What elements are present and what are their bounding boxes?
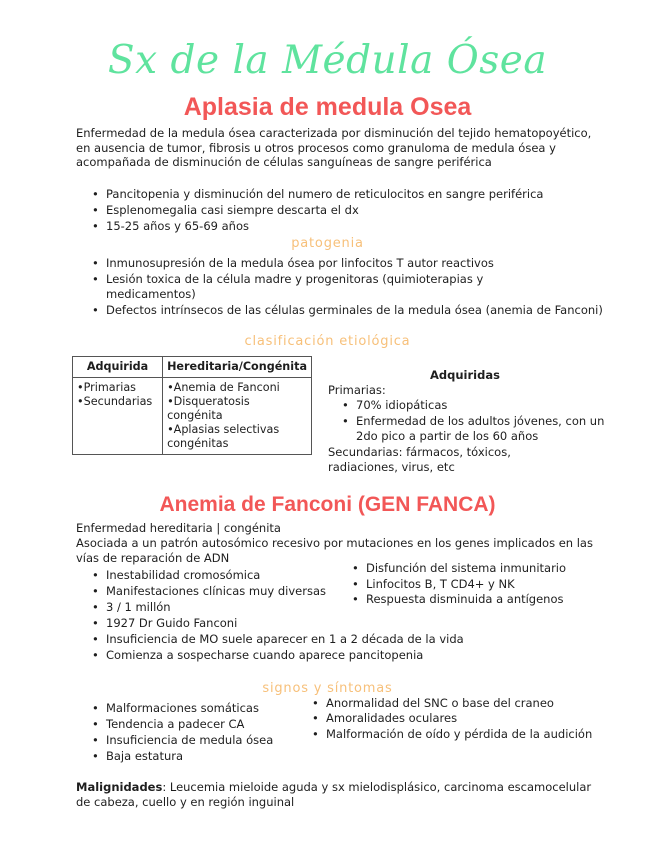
list-item: • Amoralidades oculares bbox=[312, 711, 616, 726]
malignidades-label: Malignidades bbox=[76, 780, 163, 794]
list-item: • 15-25 años y 65-69 años bbox=[92, 219, 626, 234]
table-header-hereditaria: Hereditaria/Congénita bbox=[163, 357, 312, 378]
list-item: • Inmunosupresión de la medula ósea por linfocitos T autor reactivos bbox=[92, 256, 621, 271]
list-item: • Baja estatura bbox=[92, 749, 316, 764]
list-item: • Respuesta disminuida a antígenos bbox=[352, 592, 616, 607]
table-cell-adquirida bbox=[73, 378, 163, 455]
list-item: • Pancitopenia y disminución del numero de reticulocitos en sangre periférica bbox=[92, 187, 626, 202]
clasificacion-table bbox=[72, 356, 312, 455]
table-cell-item: •Aplasias selectivas congénitas bbox=[167, 423, 280, 450]
list-item: • 70% idiopáticas bbox=[342, 398, 606, 413]
aplasia-definition: Enfermedad de la medula ósea caracterizada por disminución del tejido hematopoyético, en ausencia de tumor, fibrosis u otros procesos como granuloma de medula ósea y acompañada de disminución de células sanguíneas de sangre periférica bbox=[76, 126, 592, 169]
list-item: • 3 / 1 millón bbox=[92, 600, 366, 615]
signos-heading: signos y síntomas bbox=[262, 681, 393, 696]
list-item: • Malformaciones somáticas bbox=[92, 701, 316, 716]
list-item: • Linfocitos B, T CD4+ y NK bbox=[352, 577, 616, 592]
table-cell-item: •Disqueratosis congénita bbox=[167, 395, 250, 422]
malignidades-paragraph bbox=[76, 780, 596, 809]
aplasia-heading: Aplasia de medula Osea bbox=[183, 93, 472, 121]
malignidades-text: : Leucemia mieloide aguda y sx mielodisplásico, carcinoma escamocelular de cabeza, cuello y en región inguinal bbox=[76, 780, 592, 809]
table-cell-hereditaria bbox=[163, 378, 312, 455]
list-item: • Comienza a sospecharse cuando aparece pancitopenia bbox=[92, 648, 626, 663]
fanconi-heading: Anemia de Fanconi (GEN FANCA) bbox=[159, 493, 496, 516]
list-item: • Malformación de oído y pérdida de la audición bbox=[312, 727, 596, 742]
list-item: • Enfermedad de los adultos jóvenes, con un 2do pico a partir de los 60 años bbox=[342, 414, 611, 443]
table-header-adquirida: Adquirida bbox=[73, 357, 163, 378]
primarias-label: Primarias: bbox=[328, 383, 386, 397]
secundarias-text: Secundarias: fármacos, tóxicos, radiaciones, virus, etc bbox=[328, 445, 511, 474]
patogenia-heading: patogenia bbox=[291, 236, 364, 251]
fanconi-line2: Asociada a un patrón autosómico recesivo por mutaciones en los genes implicados en las vías de reparación de ADN bbox=[76, 536, 593, 565]
page-title: Sx de la Médula Ósea bbox=[107, 38, 548, 83]
list-item: • Insuficiencia de medula ósea bbox=[92, 733, 316, 748]
list-item: • Esplenomegalia casi siempre descarta el dx bbox=[92, 203, 626, 218]
list-item: • Disfunción del sistema inmunitario bbox=[352, 561, 616, 576]
list-item: • 1927 Dr Guido Fanconi bbox=[92, 616, 366, 631]
table-cell-item: •Primarias bbox=[77, 381, 137, 394]
table-cell-item: •Anemia de Fanconi bbox=[167, 381, 280, 394]
list-item: • Inestabilidad cromosómica bbox=[92, 568, 366, 583]
list-item: • Lesión toxica de la célula madre y progenitoras (quimioterapias y medicamentos) bbox=[92, 272, 546, 301]
table-cell-item: •Secundarias bbox=[77, 395, 153, 408]
list-item: • Defectos intrínsecos de las células germinales de la medula ósea (anemia de Fanconi) bbox=[92, 303, 606, 318]
clasificacion-heading: clasificación etiológica bbox=[244, 334, 411, 349]
list-item: • Manifestaciones clínicas muy diversas bbox=[92, 584, 366, 599]
list-item: • Anormalidad del SNC o base del craneo bbox=[312, 696, 616, 711]
fanconi-line1: Enfermedad hereditaria | congénita bbox=[76, 521, 281, 535]
adquiridas-heading: Adquiridas bbox=[430, 368, 500, 382]
list-item: • Insuficiencia de MO suele aparecer en 1 a 2 década de la vida bbox=[92, 632, 626, 647]
list-item: • Tendencia a padecer CA bbox=[92, 717, 316, 732]
